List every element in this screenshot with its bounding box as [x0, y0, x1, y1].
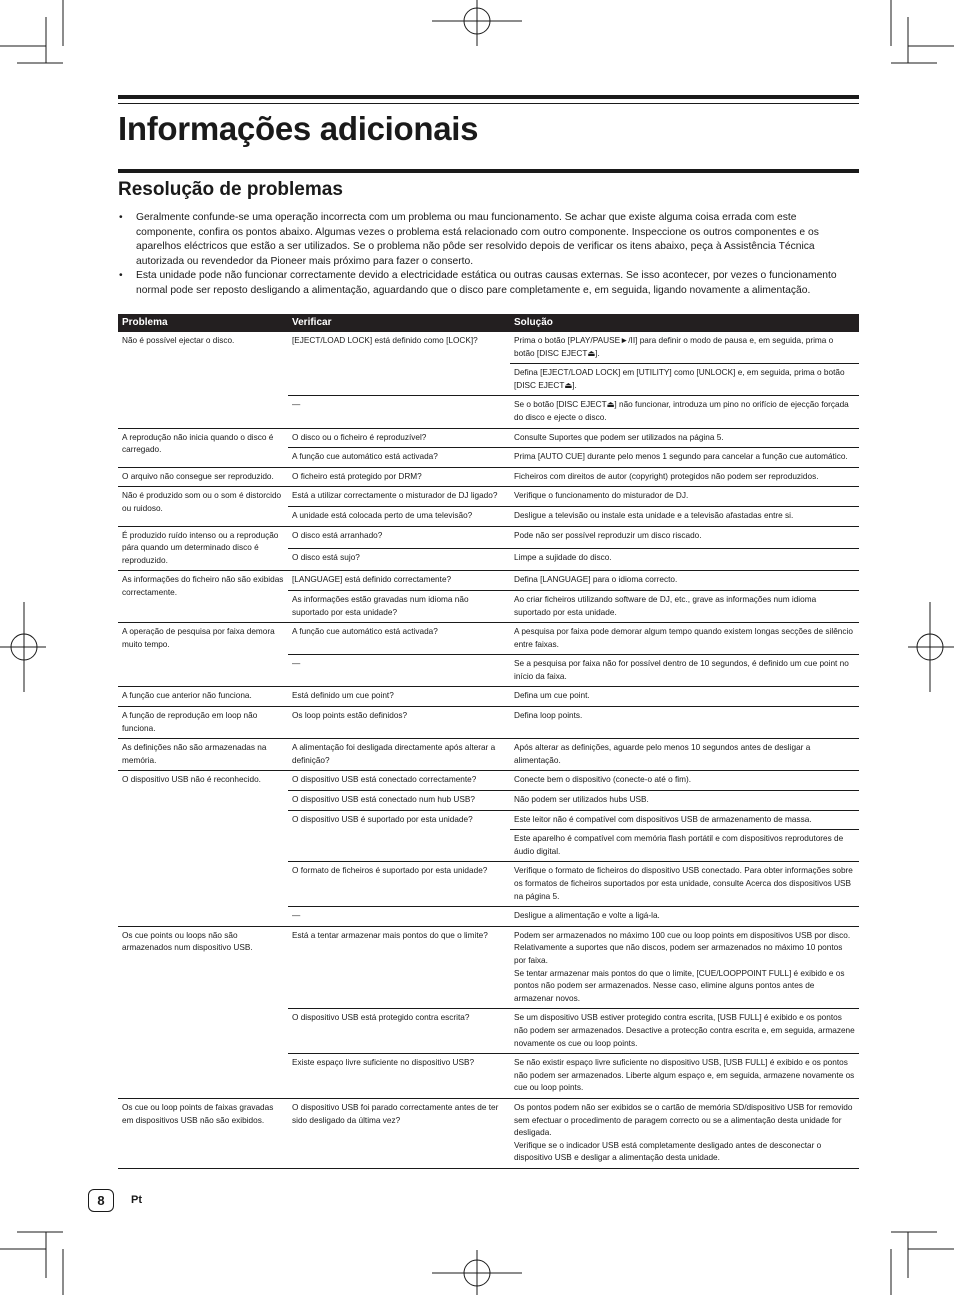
header-problem: Problema [118, 314, 288, 332]
cell-problem: Não é possível ejectar o disco. [118, 332, 288, 428]
title-rule-bottom [118, 169, 859, 173]
cell-solution: Após alterar as definições, aguarde pelo menos 10 segundos antes de desligar a alimentação. [510, 739, 859, 771]
table-row [118, 623, 859, 655]
cell-solution: Se a pesquisa por faixa não for possível dentro de 10 segundos, é definido um cue point no início da faixa. [510, 655, 859, 687]
table-row [118, 771, 859, 791]
cell-check: Está definido um cue point? [288, 687, 510, 707]
cell-check: O dispositivo USB foi parado correctamente antes de ter sido desligado da última vez? [288, 1098, 510, 1168]
cell-check: Existe espaço livre suficiente no dispositivo USB? [288, 1054, 510, 1099]
cell-solution: Limpe a sujidade do disco. [510, 548, 859, 570]
cell-check: O dispositivo USB é suportado por esta unidade? [288, 810, 510, 862]
cell-solution: Este leitor não é compatível com dispositivos USB de armazenamento de massa. [510, 810, 859, 830]
troubleshooting-table [118, 314, 859, 1169]
cell-solution: Conecte bem o dispositivo (conecte-o até o fim). [510, 771, 859, 791]
page-number: 8 [88, 1189, 114, 1212]
page-title: Informações adicionais [118, 110, 479, 147]
cell-problem: As informações do ficheiro não são exibidas correctamente. [118, 571, 288, 623]
cell-check: — [288, 396, 510, 428]
cell-solution: Se não existir espaço livre suficiente no dispositivo USB, [USB FULL] é exibido e os pontos não podem ser armazenados. Liberte algum espaço e, em seguida, armazene novamente os cue ou loop points. [510, 1054, 859, 1099]
cell-check: Os loop points estão definidos? [288, 707, 510, 739]
cell-check: A unidade está colocada perto de uma televisão? [288, 506, 510, 526]
cell-problem: As definições não são armazenadas na memória. [118, 739, 288, 771]
cell-solution: Verifique o funcionamento do misturador de DJ. [510, 487, 859, 507]
cell-check: As informações estão gravadas num idioma não suportado por esta unidade? [288, 590, 510, 622]
cell-solution: Verifique o formato de ficheiros do dispositivo USB conectado. Para obter informações sobre os formatos de ficheiros suportados por esta unidade, consulte Acerca dos dispositivos USB na página 5. [510, 862, 859, 907]
cell-check: O dispositivo USB está protegido contra escrita? [288, 1009, 510, 1054]
intro-list [118, 211, 853, 298]
cell-check: A função cue automático está activada? [288, 448, 510, 468]
cell-solution: Defina um cue point. [510, 687, 859, 707]
cell-solution: Consulte Suportes que podem ser utilizados na página 5. [510, 428, 859, 448]
cell-problem: Os cue points ou loops não são armazenados num dispositivo USB. [118, 926, 288, 1098]
cell-problem: A função de reprodução em loop não funciona. [118, 707, 288, 739]
cell-check: A alimentação foi desligada directamente após alterar a definição? [288, 739, 510, 771]
cell-solution: Este aparelho é compatível com memória flash portátil e com dispositivos reprodutores de áudio digital. [510, 830, 859, 862]
cell-check: — [288, 907, 510, 927]
table-row [118, 526, 859, 548]
table-row [118, 571, 859, 591]
cell-problem: A função cue anterior não funciona. [118, 687, 288, 707]
intro-item: • Geralmente confunde-se uma operação incorrecta com um problema ou mau funcionamento. Se achar que existe alguma coisa errada com este componente, confira os pontos abaixo. Algumas vezes o problema está relacionado com outro componente. Inspeccione os outros componentes e os aparelhos eléctricos que estão a ser utilizados. Se o problema não pôde ser resolvido depois de verificar os itens abaixo, peça à Assistência Técnica autorizada ou revendedor da Pioneer mais próximo para fazer o conserto. [118, 211, 853, 269]
cell-solution: Se um dispositivo USB estiver protegido contra escrita, [USB FULL] é exibido e os pontos não podem ser armazenados. Desactive a protecção contra escrita e, em seguida, armazene novamente os cue ou loop points. [510, 1009, 859, 1054]
cell-problem: A operação de pesquisa por faixa demora muito tempo. [118, 623, 288, 687]
cell-check: [EJECT/LOAD LOCK] está definido como [LOCK]? [288, 332, 510, 396]
page-language: Pt [131, 1194, 142, 1206]
cell-solution: Não podem ser utilizados hubs USB. [510, 791, 859, 811]
title-rule-top-thin [118, 103, 859, 104]
cell-check: O disco está arranhado? [288, 526, 510, 548]
cell-problem: Os cue ou loop points de faixas gravadas em dispositivos USB não são exibidos. [118, 1098, 288, 1168]
cell-check: O disco ou o ficheiro é reproduzível? [288, 428, 510, 448]
cell-solution: Defina loop points. [510, 707, 859, 739]
table-row [118, 687, 859, 707]
cell-check: O ficheiro está protegido por DRM? [288, 467, 510, 487]
table-row [118, 428, 859, 448]
cell-solution: A pesquisa por faixa pode demorar algum tempo quando existem longas secções de silêncio entre faixas. [510, 623, 859, 655]
cell-check: Está a utilizar correctamente o misturador de DJ ligado? [288, 487, 510, 507]
table-row [118, 332, 859, 364]
cell-problem: O arquivo não consegue ser reproduzido. [118, 467, 288, 487]
cell-solution: Defina [EJECT/LOAD LOCK] em [UTILITY] como [UNLOCK] e, em seguida, prima o botão [DISC EJECT⏏]. [510, 364, 859, 396]
cell-solution: Defina [LANGUAGE] para o idioma correcto. [510, 571, 859, 591]
cell-solution: Podem ser armazenados no máximo 100 cue ou loop points em dispositivos USB por disco. Relativamente a suportes que não discos, podem ser armazenados no máximo 10 pontos por faixa. Se tentar armazenar mais pontos do que o limite, [CUE/LOOPPOINT FULL] é exibido e os pontos não podem ser armazenados. Nesse caso, elimine alguns pontos antes de armazenar novos. [510, 926, 859, 1009]
cell-solution: Se o botão [DISC EJECT⏏] não funcionar, introduza um pino no orifício de ejecção forçada do disco e ejecte o disco. [510, 396, 859, 428]
cell-solution: Prima [AUTO CUE] durante pelo menos 1 segundo para cancelar a função cue automático. [510, 448, 859, 468]
cell-solution: Prima o botão [PLAY/PAUSE►/II] para definir o modo de pausa e, em seguida, prima o botão [DISC EJECT⏏]. [510, 332, 859, 364]
cell-solution: Desligue a televisão ou instale esta unidade e a televisão afastadas entre si. [510, 506, 859, 526]
cell-check: O dispositivo USB está conectado correctamente? [288, 771, 510, 791]
cell-solution: Desligue a alimentação e volte a ligá-la. [510, 907, 859, 927]
cell-problem: É produzido ruído intenso ou a reprodução pára quando um determinado disco é reproduzido. [118, 526, 288, 571]
cell-problem: A reprodução não inicia quando o disco é carregado. [118, 428, 288, 467]
cell-problem: O dispositivo USB não é reconhecido. [118, 771, 288, 926]
cell-problem: Não é produzido som ou o som é distorcido ou ruidoso. [118, 487, 288, 526]
cell-check: [LANGUAGE] está definido correctamente? [288, 571, 510, 591]
cell-solution: Ficheiros com direitos de autor (copyright) protegidos não podem ser reproduzidos. [510, 467, 859, 487]
cell-solution: Ao criar ficheiros utilizando software de DJ, etc., grave as informações num idioma suportado por esta unidade. [510, 590, 859, 622]
cell-check: — [288, 655, 510, 687]
title-rule-top [118, 95, 859, 99]
cell-solution: Pode não ser possível reproduzir um disco riscado. [510, 526, 859, 548]
table-row [118, 487, 859, 507]
header-check: Verificar [288, 314, 510, 332]
table-row [118, 926, 859, 1009]
cell-check: O disco está sujo? [288, 548, 510, 570]
table-row [118, 739, 859, 771]
intro-item: • Esta unidade pode não funcionar correctamente devido a electricidade estática ou outras causas externas. Se isso acontecer, por vezes o funcionamento normal pode ser reposto desligando a alimentação, aguardando que o disco pare completamente e, em seguida, ligando novamente a alimentação. [118, 269, 853, 298]
table-header-row [118, 314, 859, 332]
section-title: Resolução de problemas [118, 179, 343, 200]
cell-check: Está a tentar armazenar mais pontos do que o limite? [288, 926, 510, 1009]
cell-check: O dispositivo USB está conectado num hub USB? [288, 791, 510, 811]
table-body [118, 332, 859, 1168]
header-solution: Solução [510, 314, 859, 332]
table-row [118, 1098, 859, 1168]
cell-solution: Os pontos podem não ser exibidos se o cartão de memória SD/dispositivo USB for removido sem efectuar o procedimento de paragem correcto ou se a alimentação desta unidade for desligada. Verifique se o indicador USB está completamente desligado antes de desconectar o dispositivo USB e desligar a alimentação desta unidade. [510, 1098, 859, 1168]
cell-check: A função cue automático está activada? [288, 623, 510, 655]
cell-check: O formato de ficheiros é suportado por esta unidade? [288, 862, 510, 907]
table-row [118, 467, 859, 487]
table-row [118, 707, 859, 739]
